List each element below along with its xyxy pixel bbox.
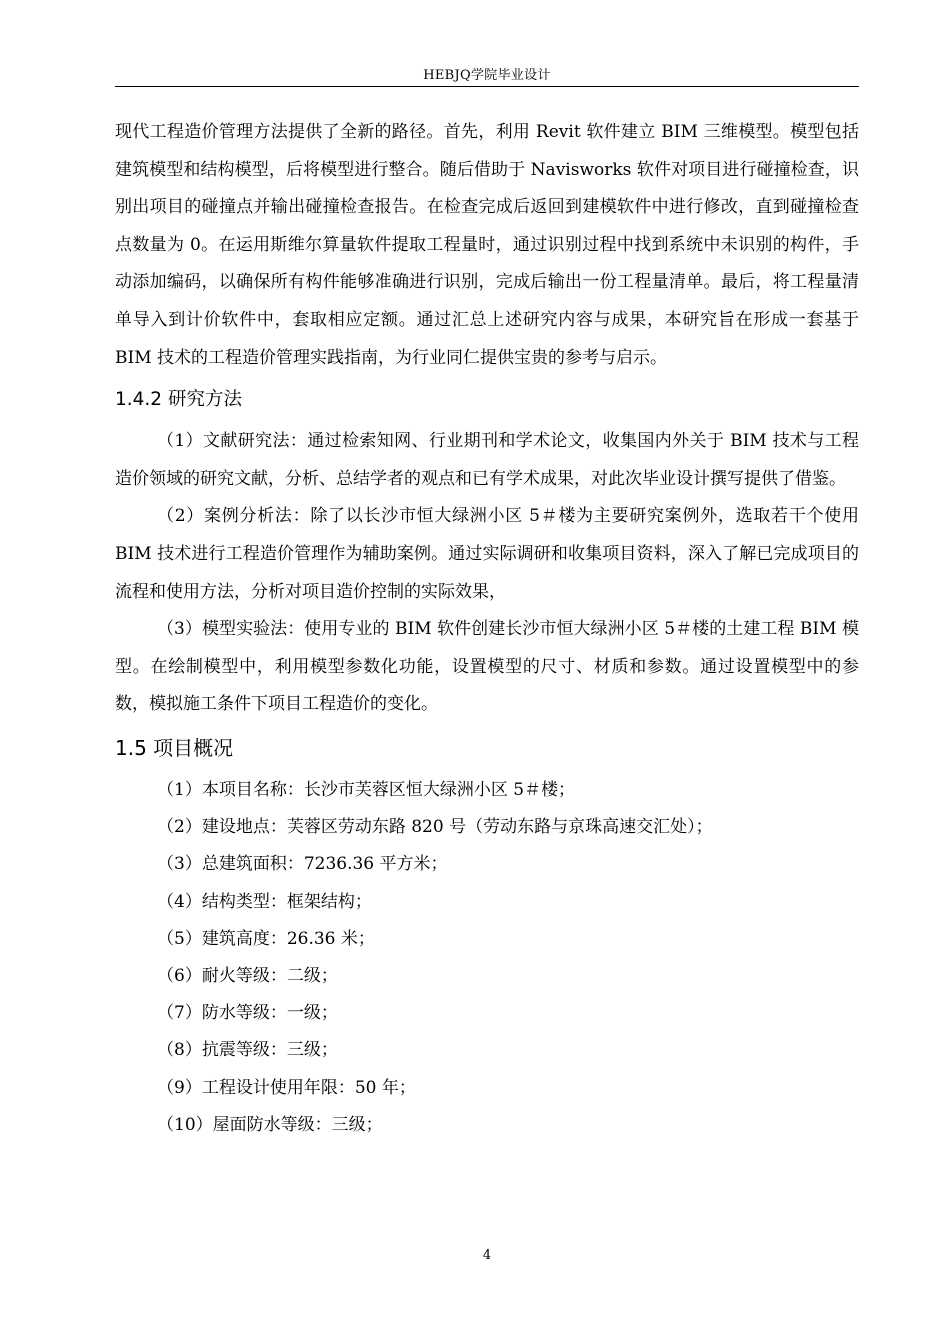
list-item: （9）工程设计使用年限：50 年； xyxy=(157,1077,416,1098)
section-heading-1-4-2: 1.4.2 研究方法 xyxy=(115,389,242,411)
page-body xyxy=(115,114,859,1144)
list-item: （2）建设地点：芙蓉区劳动东路 820 号（劳动东路与京珠高速交汇处）； xyxy=(157,817,713,838)
page-header-title: HEBJQ学院毕业设计 xyxy=(423,68,551,83)
list-item: （1）本项目名称：长沙市芙蓉区恒大绿洲小区 5＃楼； xyxy=(157,779,576,800)
list-item: （3）总建筑面积：7236.36 平方米； xyxy=(157,854,448,875)
page-number: 4 xyxy=(482,1248,492,1263)
list-item: （10）屋面防水等级：三级； xyxy=(157,1114,383,1135)
list-item: （8）抗震等级：三级； xyxy=(157,1040,338,1061)
list-item: （4）结构类型：框架结构； xyxy=(157,891,372,912)
section-heading-1-5: 1.5 项目概况 xyxy=(115,735,234,760)
method-paragraph-case-study: （2）案例分析法：除了以长沙市恒大绿洲小区 5＃楼为主要研究案例外，选取若干个使用 BIM 技术进行工程造价管理作为辅助案例。通过实际调研和收集项目资料，深入了解已完成项目的流程和使用方法，分析对项目造价控制的实际效果， xyxy=(115,506,859,602)
intro-paragraph: 现代工程造价管理方法提供了全新的路径。首先，利用 Revit 软件建立 BIM 三维模型。模型包括建筑模型和结构模型，后将模型进行整合。随后借助于 Navisworks 软件对项目进行碰撞检查，识别出项目的碰撞点并输出碰撞检查报告。在检查完成后返回到建模软件中进行修改，直到碰撞检查点数量为 0。在运用斯维尔算量软件提取工程量时，通过识别过程中找到系统中未识别的构件，手动添加编码，以确保所有构件能够准确进行识别，完成后输出一份工程量清单。最后，将工程量清单导入到计价软件中，套取相应定额。通过汇总上述研究内容与成果，本研究旨在形成一套基于 BIM 技术的工程造价管理实践指南，为行业同仁提供宝贵的参考与启示。 xyxy=(115,122,859,368)
project-overview-list xyxy=(115,772,859,1144)
header-divider xyxy=(115,86,859,87)
list-item: （7）防水等级：一级； xyxy=(157,1003,338,1024)
method-paragraph-literature: （1）文献研究法：通过检索知网、行业期刊和学术论文，收集国内外关于 BIM 技术与工程造价领域的研究文献，分析、总结学者的观点和已有学术成果，对此次毕业设计撰写提供了借鉴。 xyxy=(115,431,859,489)
list-item: （6）耐火等级：二级； xyxy=(157,965,338,986)
method-paragraph-model-experiment: （3）模型实验法：使用专业的 BIM 软件创建长沙市恒大绿洲小区 5＃楼的土建工程 BIM 模型。在绘制模型中，利用模型参数化功能，设置模型的尺寸、材质和参数。通过设置模型中的参数，模拟施工条件下项目工程造价的变化。 xyxy=(115,619,859,715)
list-item: （5）建筑高度：26.36 米； xyxy=(157,928,375,949)
